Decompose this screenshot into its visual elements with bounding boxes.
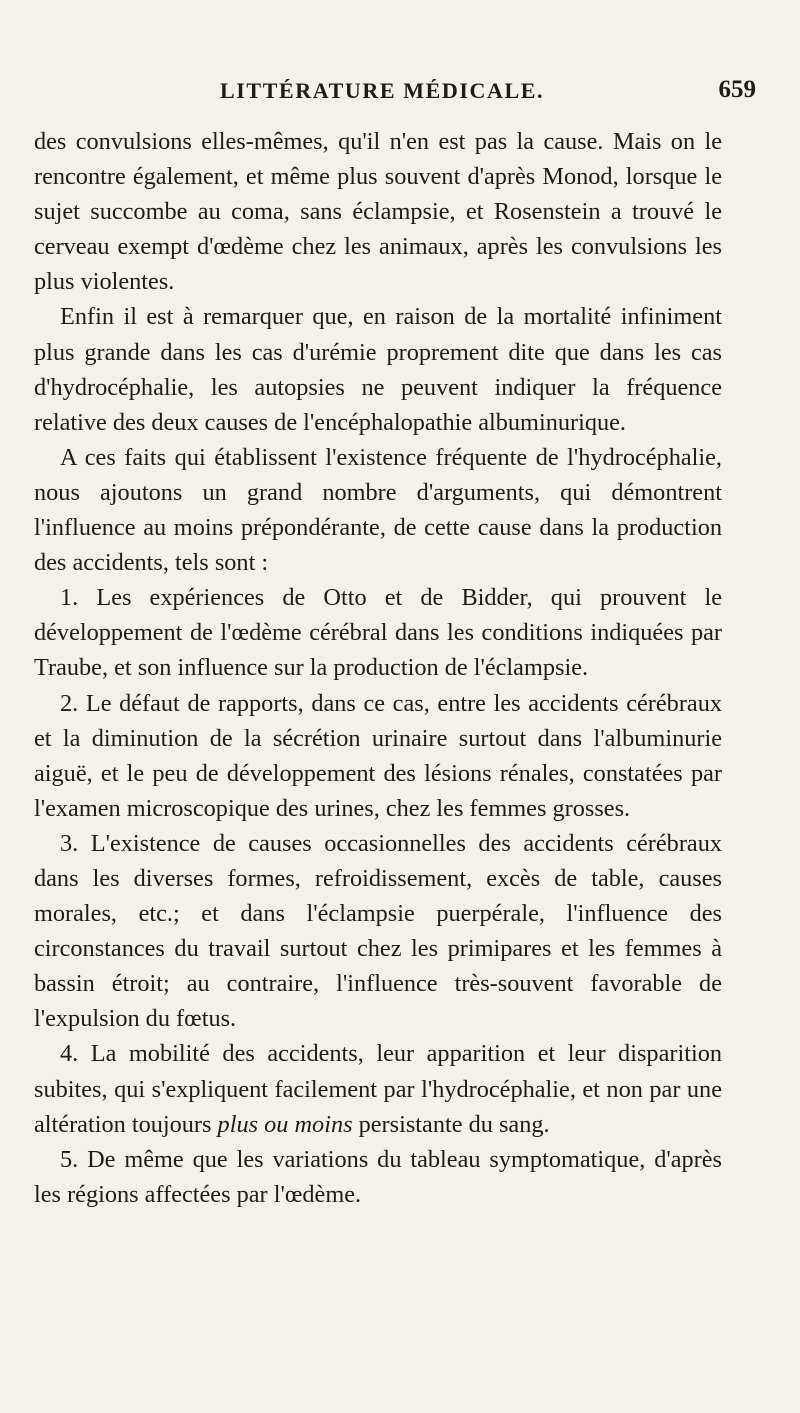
paragraph-arguments-intro: A ces faits qui établissent l'existence fréquente de l'hydrocéphalie, nous ajoutons un grand nombre d'arguments, qui démontrent l'influence au moins prépondérante, de cette cause dans la production des accidents, tels sont :	[34, 443, 722, 577]
list-item-4-text-before: 4. La mobilité des accidents, leur apparition et leur disparition subites, qui s'expliquent facilement par l'hydrocéphalie, et non par une altération toujours	[34, 1040, 722, 1138]
list-item-4	[34, 1036, 722, 1141]
paragraph-mortality: Enfin il est à remarquer que, en raison de la mortalité infiniment plus grande dans les cas d'urémie proprement dite que dans les cas d'hydrocéphalie, les autopsies ne peuvent indiquer la fréquence relative des deux causes de l'encéphalopathie albuminurique.	[34, 303, 722, 436]
running-head-title: LITTÉRATURE MÉDICALE.	[220, 78, 545, 103]
list-item-4-italic: plus ou moins	[217, 1110, 353, 1138]
paragraph-continuation: des convulsions elles-mêmes, qu'il n'en est pas la cause. Mais on le rencontre également, et même plus souvent d'après Monod, lorsque le sujet succombe au coma, sans éclampsie, et Rosenstein a trouvé le cerveau exempt d'œdème chez les animaux, après les convulsions les plus violentes.	[34, 128, 722, 296]
page-number: 659	[718, 76, 756, 103]
list-item-2: 2. Le défaut de rapports, dans ce cas, entre les accidents cérébraux et la diminution de la sécrétion urinaire surtout dans l'albuminurie aiguë, et le peu de développement des lésions rénales, constatées par l'examen microscopique des urines, chez les femmes grosses.	[34, 689, 722, 822]
list-item-4-text-after: persistante du sang.	[352, 1110, 550, 1138]
list-item-5: 5. De même que les variations du tableau symptomatique, d'après les régions affectées par l'œdème.	[34, 1145, 722, 1208]
body-text	[34, 124, 722, 1212]
running-head	[34, 72, 756, 112]
list-item-3: 3. L'existence de causes occasionnelles des accidents cérébraux dans les diverses formes, refroidissement, excès de table, causes morales, etc.; et dans l'éclampsie puerpérale, l'influence des circonstances du travail surtout chez les primipares et les femmes à bassin étroit; au contraire, l'influence très-souvent favorable de l'expulsion du fœtus.	[34, 829, 722, 1033]
list-item-1: 1. Les expériences de Otto et de Bidder, qui prouvent le développement de l'œdème cérébral dans les conditions indiquées par Traube, et son influence sur la production de l'éclampsie.	[34, 584, 722, 682]
